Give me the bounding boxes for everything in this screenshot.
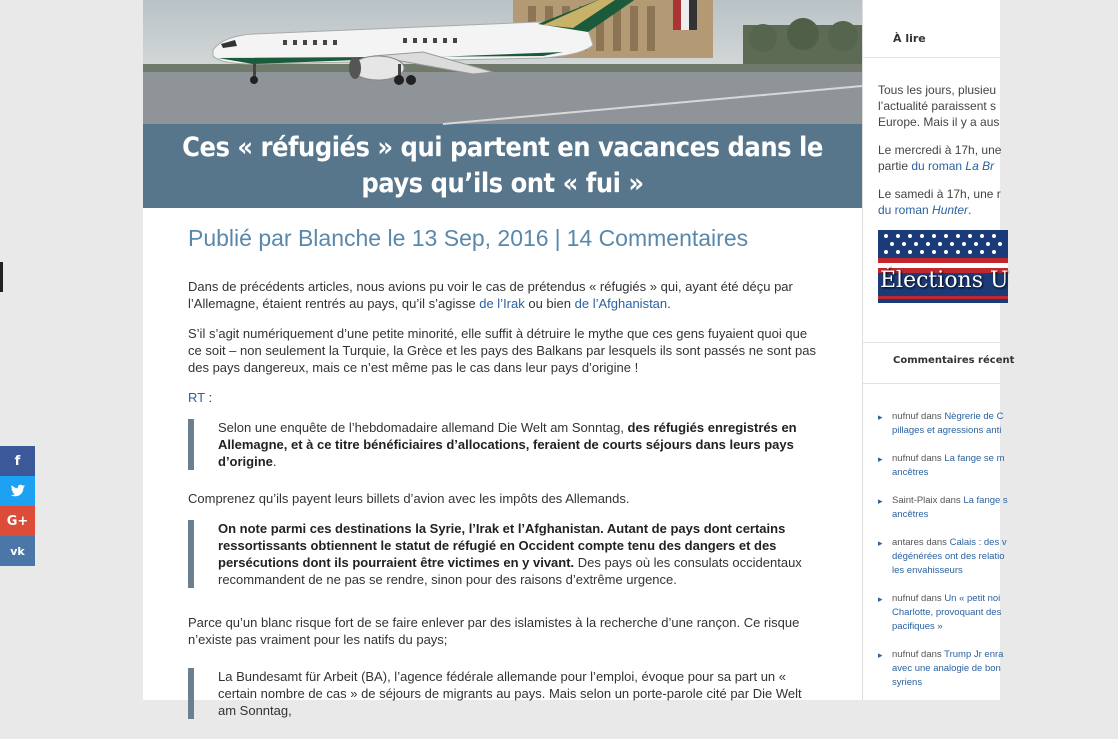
sidebar-heading-a-lire: À lire [863,0,1000,58]
quote-text: Des pays où les consulats occidentaux recommandent de ne pas se rendre, sinon pour des raisons d’extrême urgence. [218,555,802,587]
article-body [188,278,818,739]
airplane-photo [143,0,862,124]
sidebar-sat-link-title: Hunter [932,203,969,217]
comment-post-link[interactable]: La fange se m [944,453,1005,464]
source-line [188,389,818,406]
chevron-right-icon: ▸ [878,454,883,464]
sidebar-saturday [878,186,1103,218]
paragraph-2: S’il s’agit numériquement d’une petite minorité, elle suffit à détruire le mythe que ces gens fuyaient quoi que ce soit – non seulement la Turquie, la Grèce et les pays des Balkans par lesquels ils sont passés ne sont pas des pays dangereux, mais ce n’est même pas le cas dans leur pays d’origine ! [188,326,816,375]
comment-post-link[interactable]: Charlotte, provoquant des [892,607,1002,618]
sidebar-wed-text: partie [878,159,912,173]
comments-count-link[interactable]: 14 Commentaires [566,225,749,251]
comment-post-link[interactable]: avec une analogie de bon [892,663,1001,674]
link-afghanistan[interactable]: de l’Afghanistan [574,296,668,311]
comment-dans: dans [937,495,964,506]
paragraph-4: Parce qu’un blanc risque fort de se faire enlever par des islamistes à la recherche d’une rançon. Ce risque n’existe pas vraiment pour les natifs du pays; [188,615,800,647]
recent-comment-item [878,410,1118,452]
recent-comment-item [878,592,1118,648]
article-hero-image [143,0,862,124]
left-edge-marker [0,262,3,292]
sidebar-sat-text: . [968,203,972,217]
sidebar-heading-comments: Commentaires récent [863,342,1001,384]
comment-post-link[interactable]: Un « petit noi [944,593,1001,604]
comment-dans: dans [918,593,945,604]
recent-comment-item [878,452,1118,494]
meta-separator: | [554,225,561,251]
main-content [143,0,862,718]
blockquote-3 [188,668,818,719]
quote-bold-text: On note parmi ces destinations la Syrie, l’Irak et l’Afghanistan. Autant de pays dont certains ressortissants obtiennent le statut de réfugié en Occident compte tenu des dangers et des persécutions dont ils pourraient être victimes en y vivant. [218,521,786,570]
vk-share-button[interactable] [0,536,35,566]
comment-post-link[interactable]: ancêtres [892,509,929,520]
right-sidebar [862,0,1015,700]
comment-post-link[interactable]: les envahisseurs [892,565,963,576]
sidebar-intro-line: l’actualité paraissent s [878,99,997,113]
comment-author: nufnuf [892,453,919,464]
recent-comment-item [878,536,1118,592]
chevron-right-icon: ▸ [878,594,883,604]
article-meta [188,225,748,252]
elections-banner[interactable] [878,230,1008,303]
blockquote-2 [188,520,818,588]
article-title: Ces « réfugiés » qui partent en vacances dans le pays qu’ils ont « fui » [182,132,823,199]
published-info: Publié par Blanche le 13 Sep, 2016 [188,225,549,251]
sidebar-wed-link-title: La Br [965,159,995,173]
comment-post-link[interactable]: pacifiques » [892,621,943,632]
comment-author: nufnuf [892,593,919,604]
paragraph-text: . [667,296,671,311]
comment-dans: dans [918,411,945,422]
paragraph-3: Comprenez qu’ils payent leurs billets d’avion avec les impôts des Allemands. [188,491,630,506]
twitter-icon [10,484,26,498]
comment-author: nufnuf [892,649,919,660]
paragraph-text: ou bien [524,296,575,311]
quote-text: Selon une enquête de l’hebdomadaire allemand Die Welt am Sonntag, [218,420,628,435]
facebook-share-button[interactable] [0,446,35,476]
recent-comments-list [878,410,1118,704]
article-title-band [143,124,862,208]
comment-post-link[interactable]: pillages et agressions anti [892,425,1002,436]
comment-author: nufnuf [892,411,919,422]
chevron-right-icon: ▸ [878,412,883,422]
chevron-right-icon: ▸ [878,496,883,506]
paragraph-1 [188,278,818,312]
recent-comment-item [878,648,1118,704]
comment-post-link[interactable]: Calais : des v [949,537,1007,548]
comment-dans: dans [918,453,945,464]
comment-post-link[interactable]: Nègrerie de C [944,411,1004,422]
sidebar-wed-link-text: du roman [911,159,966,173]
quote-bold-text: des réfugiés enregistrés en Allemagne, et à ce titre bénéficiaires d’allocations, feraient de courts séjours dans leurs pays d’origine [218,420,797,469]
recent-comment-item [878,494,1118,536]
sidebar-intro [878,82,1103,130]
sidebar-sat-link[interactable] [878,203,968,217]
blockquote-1 [188,419,818,470]
comment-author: antares [892,537,924,548]
comment-post-link[interactable]: La fange s [963,495,1008,506]
comment-post-link[interactable]: dégénérées ont des relatio [892,551,1005,562]
comment-dans: dans [923,537,950,548]
share-bar [0,446,35,566]
facebook-icon: f [14,453,21,469]
comment-post-link[interactable]: ancêtres [892,467,929,478]
sidebar-intro-line: Europe. Mais il y a aus [878,115,1000,129]
sidebar-sat-text: Le samedi à 17h, une r [878,187,1001,201]
twitter-share-button[interactable] [0,476,35,506]
comment-author: Saint-Plaix [892,495,938,506]
comment-dans: dans [918,649,945,660]
comment-post-link[interactable]: syriens [892,677,923,688]
quote-text: . [272,454,277,469]
sidebar-a-lire-text [863,58,1103,218]
sidebar-wednesday [878,142,1103,174]
googleplus-share-button[interactable] [0,506,35,536]
source-link-rt[interactable]: RT [188,390,205,405]
banner-title: Élections U [880,268,1009,293]
sidebar-intro-line: Tous les jours, plusieu [878,83,997,97]
sidebar-wed-link[interactable] [911,159,994,173]
comment-post-link[interactable]: Trump Jr enra [944,649,1004,660]
googleplus-icon: G+ [6,513,29,529]
sidebar-wed-text: Le mercredi à 17h, une [878,143,1002,157]
paragraph-text: Dans de précédents articles, nous avions pu voir le cas de prétendus « réfugiés » qui, ayant été déçu par l’Allemagne, étaient rentrés au pays, qu’il s’agisse [188,279,793,311]
quote-text: La Bundesamt für Arbeit (BA), l’agence fédérale allemande pour l’emploi, évoque pour sa part un « certain nombre de cas » de séjours de migrants au pays. Mais selon un porte-parole cité par Die Welt am Sonntag, [218,669,802,718]
sidebar-sat-link-text: du roman [878,203,933,217]
vk-icon: vk [10,544,25,558]
chevron-right-icon: ▸ [878,650,883,660]
source-colon: : [204,390,213,405]
chevron-right-icon: ▸ [878,538,883,548]
link-irak[interactable]: de l’Irak [479,296,525,311]
